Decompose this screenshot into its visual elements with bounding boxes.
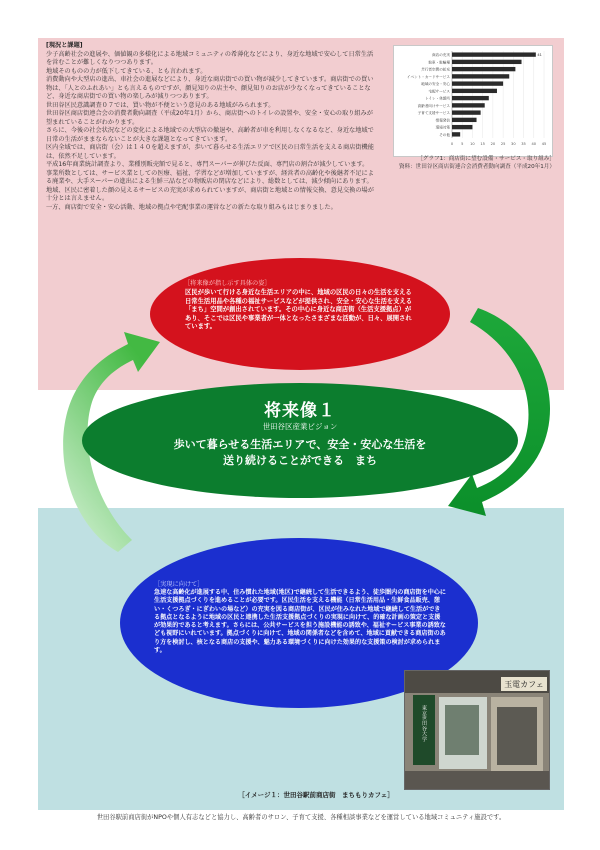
current-state-paragraph: 地域、区民に密着した顔の見えるサービスの充実が求められていますが、商店街と地域との情報交換、意見交換の場が十分とは言えません。 (46, 186, 374, 202)
category-label: 歩行者空間の拡充 (421, 67, 450, 72)
bar (452, 60, 522, 64)
bar (452, 89, 497, 93)
bar (452, 67, 515, 71)
category-label: 商店の充実 (432, 53, 450, 58)
realization-body: 急速な高齢化が進展する中、住み慣れた地域(地区)で継続して生活できるよう、徒歩圏内の商店街を中心に生活支援拠点づくりを進めることが必要です。区民生活を支える機能（日常生活用品・生鮮食品販売、憩い・くつろぎ・にぎわいの場など）の充実を図る商店街が、区民が住みなれた地域で継続して生活ができる拠点となるように地域の区民と連携した生活支援拠点づくりの実現に向けて、的確な計画の策定と支援が効果的であると考えます。さらには、公共サービスを担う施設機能の誘致や、福祉サービス事業の誘致なども視野にいれています。拠点づくりに向けて、地域の関係者などを含めて、地域に貢献できる商店街のあり方を検討し、核となる商店の支援や、魅力ある環境づくりに向けた効果的な支援策の検討が求められます。 (154, 589, 446, 655)
current-state-paragraph: 地域そのものの力が低下してきている、とも言われます。 (46, 67, 207, 75)
x-tick-label: 0 (450, 142, 454, 146)
bar-value-label: 41 (537, 53, 542, 58)
bar (452, 125, 472, 129)
category-label: 情報発信 (435, 118, 450, 123)
current-state-paragraph: 事業所数としては、サービス業としての医療、福祉、学習などが増加していますが、経営者の高齢化や後継者不足による廃業や、大手スーパーの進出による生鮮三品などの物販店の閉店などにより、総数としては、減少傾向にあります。 (46, 169, 374, 185)
cafe-photo (404, 670, 550, 790)
bar-chart (394, 46, 552, 156)
bar (452, 96, 489, 100)
vision-subtitle: 世田谷区産業ビジョン (262, 422, 338, 431)
x-tick-label: 35 (521, 142, 526, 146)
x-tick-label: 15 (480, 142, 485, 146)
banner-text: 東京世田谷大学 (421, 705, 427, 742)
current-state-paragraph: 少子高齢社会の進展や、価値観の多様化による地域コミュニティの希薄化などにより、身近な地域で安心して日常生活を営むことが難しくなりつつあります。 (46, 50, 374, 66)
x-tick-label: 30 (511, 142, 516, 146)
current-state-paragraph: 区内全域では、商店街（会）は１４０を超えますが、歩いて暮らせる生活エリアで区民の日常生活を支える商店街機能は、依然不足しています。 (46, 144, 374, 160)
x-tick-label: 45 (541, 142, 547, 146)
vision-slogan: 歩いて暮らせる生活エリアで、安全・安心な生活を送り続けることができる まち (173, 438, 427, 467)
current-state-paragraph: 一方、商店街で安全・安心活動、地域の拠点や宅配事業の運営などの新たな取り組みもはじまりました。 (46, 203, 337, 211)
bar-chart-panel (393, 45, 553, 157)
current-state-paragraph: 世田谷区商店街連合会の消費者動向調査（平成20年1月）から、商店街へのトイレの設置や、安全・安心の取り組みが望まれていることがわかります。 (46, 110, 373, 126)
current-state-section (46, 42, 376, 212)
realization-title: ［実現に向けて］ (154, 581, 204, 588)
category-label: 駐車・駐輪場 (428, 60, 450, 65)
current-state-paragraph: 消費動向や大型店の進出、車社会の進展などにより、身近な商店街での買い物が減少してきています。商店街での買い物は、「人とのふれあい」とも言えるものですが、顔見知りの店主や、顔見知りのお店が少なくなってきていることなど、身近な商店街での買い物の楽しみが減りつつあります。 (46, 76, 374, 100)
vision-title: 将来像１ (264, 401, 336, 421)
bar (452, 103, 485, 107)
graph-caption-title: ［グラフ1：商店街に望む設備・サービス・取り組み］ (417, 156, 555, 162)
x-tick-label: 10 (470, 142, 475, 146)
cafe-sign-text: 玉電カフェ (504, 680, 544, 689)
bar (452, 110, 481, 114)
graph-caption (360, 156, 555, 171)
x-tick-label: 25 (500, 142, 506, 146)
category-label: イベント・カードサービス (406, 74, 450, 79)
x-tick-label: 20 (490, 142, 496, 146)
bar (452, 52, 536, 56)
category-label: 環境対策 (435, 125, 450, 130)
future-image-body: 区民が歩いて行ける身近な生活エリアの中に、地域の区民の日々の生活を支える日常生活用品や各種の福祉サービスなどが提供され、安全・安心な生活を支える「まち」空間が創出されています。その中心に身近な商店街（生活支援拠点）があり、そこでは区民や事業者が一体となったさまざまな活動が、日々、展開されています。 (185, 289, 413, 330)
category-label: 地域の安全・安心 (421, 82, 450, 87)
category-label: 高齢者向けサービス (417, 103, 450, 108)
graph-caption-source: 資料：世田谷区商店街連合会消費者動向調査（平成20年1月） (398, 163, 555, 170)
current-state-paragraph: 平成16年商業統計調査より、業種別販売額で見ると、専門スーパーが伸びた反面、専門店の割合が減少しています。 (46, 161, 369, 168)
x-tick-label: 5 (461, 142, 464, 146)
category-label: 宅配サービス (428, 89, 450, 94)
current-state-paragraph: さらに、今後の社会状況などの変化による地域での大型店の撤退や、高齢者が車を利用しなくなるなど、身近な地域で日常の生活がままならないことが大きな課題となってきています。 (46, 127, 374, 143)
bar (452, 132, 460, 136)
storefront-image (405, 671, 549, 789)
footnote: 世田谷駅前商店街がNPOや個人有志などと協力し、高齢者のサロン、子育て支援、各種相談事業などを運営している地域コミュニティ施設です。 (96, 814, 506, 821)
current-state-paragraph: 世田谷区民意識調査０７では、買い物が不便という意見のある地域がみられます。 (46, 101, 275, 109)
vision-ellipse (82, 383, 518, 498)
future-image-title: ［将来像が指し示す具体の姿］ (184, 280, 271, 287)
category-label: 子育て支援サービス (417, 111, 450, 116)
category-label: その他 (439, 132, 450, 137)
future-image-ellipse (150, 258, 450, 370)
photo-caption: ［イメージ１：世田谷駅前商店街 まちもりカフェ］ (238, 791, 394, 799)
current-state-title: [現況と課題] (46, 42, 83, 49)
bar (452, 118, 477, 122)
x-tick-label: 40 (531, 142, 537, 146)
bar (452, 74, 509, 78)
bar (452, 81, 503, 85)
category-label: トイレ・休憩所 (425, 96, 450, 101)
